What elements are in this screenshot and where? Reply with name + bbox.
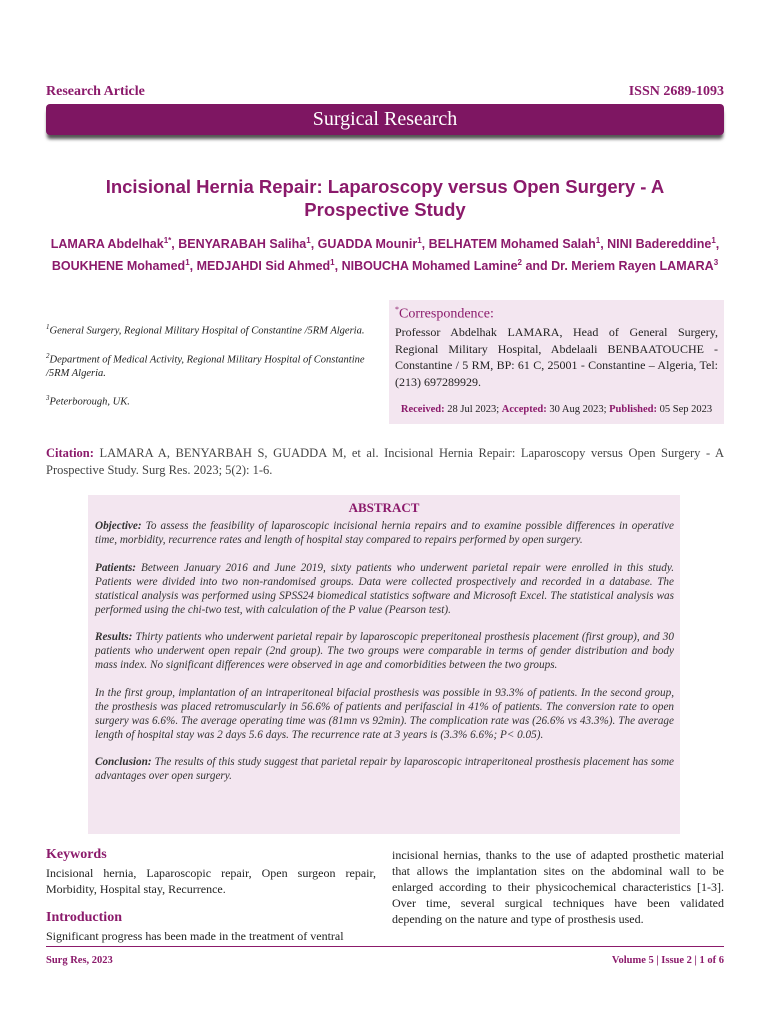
- citation-label: Citation:: [46, 446, 94, 460]
- author-affiliation-marker: 1: [185, 257, 190, 267]
- affiliations: [46, 320, 376, 420]
- author-separator: ,: [334, 258, 342, 273]
- correspondence-heading: *Correspondence:: [395, 305, 494, 322]
- author-separator: ,: [171, 237, 179, 252]
- author-separator: ,: [715, 237, 720, 252]
- footer-divider: [46, 946, 724, 947]
- introduction-text-right: incisional hernias, thanks to the use of adapted prosthetic material that allows the implantation sites on the abdominal wall to be enlarged according to their physicochemical characteristics [1-3]. Over time, several surgical techniques have been validated depending on the nature and type of prosthesis used.: [392, 848, 724, 926]
- abstract-body: [95, 519, 674, 797]
- author-affiliation-marker: 1: [711, 236, 716, 245]
- page-footer: [46, 955, 724, 966]
- author-name: GUADDA Mounir: [317, 237, 418, 252]
- abstract-heading: ABSTRACT: [348, 500, 420, 515]
- author-name: BELHATEM Mohamed Salah: [428, 237, 596, 252]
- abstract-paragraph: Conclusion: The results of this study suggest that parietal repair by laparoscopic intraperitoneal prosthesis placement has some advantages over open surgery.: [95, 756, 674, 782]
- issn: ISSN 2689-1093: [628, 84, 724, 99]
- correspondence-text: Professor Abdelhak LAMARA, Head of General Surgery, Regional Military Hospital, Abdelaali BENBAATOUCHE - Constantine / 5 RM, BP: 61 C, 25001 - Constantine – Algeria, Tel: (213) 697289929.: [395, 325, 718, 389]
- author-affiliation-marker: 1: [417, 236, 422, 245]
- author-name: NIBOUCHA Mohamed Lamine: [341, 258, 518, 273]
- author-separator: and: [521, 258, 552, 273]
- author-name: MEDJAHDI Sid Ahmed: [196, 258, 331, 273]
- author-name: NINI Badereddine: [607, 237, 712, 252]
- author-list: [50, 232, 720, 275]
- citation-text: LAMARA A, BENYARBAH S, GUADDA M, et al. Incisional Hernia Repair: Laparoscopy versus Open Surgery - A Prospective Study. Surg Res. 2023; 5(2): 1-6.: [46, 446, 724, 477]
- author-affiliation-marker: 1*: [163, 236, 172, 245]
- introduction-text-left: Significant progress has been made in the treatment of ventral: [46, 929, 344, 943]
- author-separator: ,: [189, 258, 197, 273]
- footer-page-info: Volume 5 | Issue 2 | 1 of 6: [611, 955, 724, 966]
- author-name: LAMARA Abdelhak: [50, 237, 164, 252]
- footer-journal: Surg Res, 2023: [46, 955, 113, 966]
- keywords-text: Incisional hernia, Laparoscopic repair, Open surgeon repair, Morbidity, Hospital stay, Recurrence.: [46, 866, 376, 896]
- article-type: Research Article: [46, 84, 145, 99]
- author-separator: ,: [310, 237, 318, 252]
- author-affiliation-marker: 3: [713, 257, 719, 267]
- author-affiliation-marker: 1: [330, 257, 335, 267]
- abstract-paragraph: Objective: To assess the feasibility of laparoscopic incisional hernia repairs and to examine possible differences in operative time, morbidity, recurrence rates and length of hospital stay compared to repairs performed by open surgery.: [95, 520, 674, 546]
- publication-dates: Received: 28 Jul 2023; Accepted: 30 Aug 2023; Published: 05 Sep 2023: [400, 404, 713, 415]
- keywords-heading: Keywords: [46, 847, 107, 862]
- author-affiliation-marker: 1: [595, 236, 601, 245]
- abstract-paragraph: Patients: Between January 2016 and June 2019, sixty patients who underwent parietal repair were enrolled in this study. Patients were divided into two non-randomised groups. Data were collected prospectively and recorded in a database. The statistical analysis was performed using SPSS24 biomedical statistics software and Microsoft Excel. The statistical analysis was performed using the chi-two test, with calculation of the P value (Pearson test).: [95, 561, 674, 616]
- author-name: BOUKHENE Mohamed: [51, 258, 186, 273]
- affiliation-item: $^3$Peterborough, UK.: [46, 394, 130, 408]
- citation: [46, 445, 724, 478]
- author-affiliation-marker: 2: [517, 257, 522, 267]
- author-name: BENYARABAH Saliha: [178, 237, 307, 252]
- abstract-paragraph: Results: Thirty patients who underwent parietal repair by laparoscopic preperitoneal prosthesis placement (first group), and 30 patients who underwent open repair (2nd group). The two groups were comparable in terms of gender distribution and body mass index. No significant differences were observed in age and comorbidities between the two groups.: [95, 631, 674, 671]
- introduction-heading: Introduction: [46, 910, 122, 925]
- affiliation-item: $^2$Department of Medical Activity, Regional Military Hospital of Constantine /5RM Algeria.: [46, 351, 365, 379]
- journal-banner: Surgical Research: [46, 104, 724, 135]
- author-separator: ,: [600, 237, 608, 252]
- abstract-paragraph: In the first group, implantation of an intraperitoneal bifacial prosthesis was possible in 93.3% of patients. In the second group, the prosthesis was placed retromuscularly in 56.6% of patients and perifascial in 41% of patients. The conversion rate to open surgery was 6.6%. The average operating time was (81mn vs 92min). The complication rate was (26.6% vs 43.3%). The average length of hospital stay was 2 days 5.6 days. The recurrence rate at 3 years is (3.3% 6.6%; P< 0.05).: [95, 686, 674, 741]
- abstract-box: [88, 495, 680, 834]
- correspondence-box: [389, 300, 724, 424]
- top-header: [46, 84, 724, 100]
- affiliation-item: $^1$General Surgery, Regional Military Hospital of Constantine /5RM Algeria.: [46, 323, 365, 337]
- paper-title: Incisional Hernia Repair: Laparoscopy versus Open Surgery - A Prospective Study: [105, 176, 665, 220]
- author-separator: ,: [421, 237, 429, 252]
- author-name: Dr. Meriem Rayen LAMARA: [551, 258, 714, 273]
- author-affiliation-marker: 1: [306, 236, 311, 245]
